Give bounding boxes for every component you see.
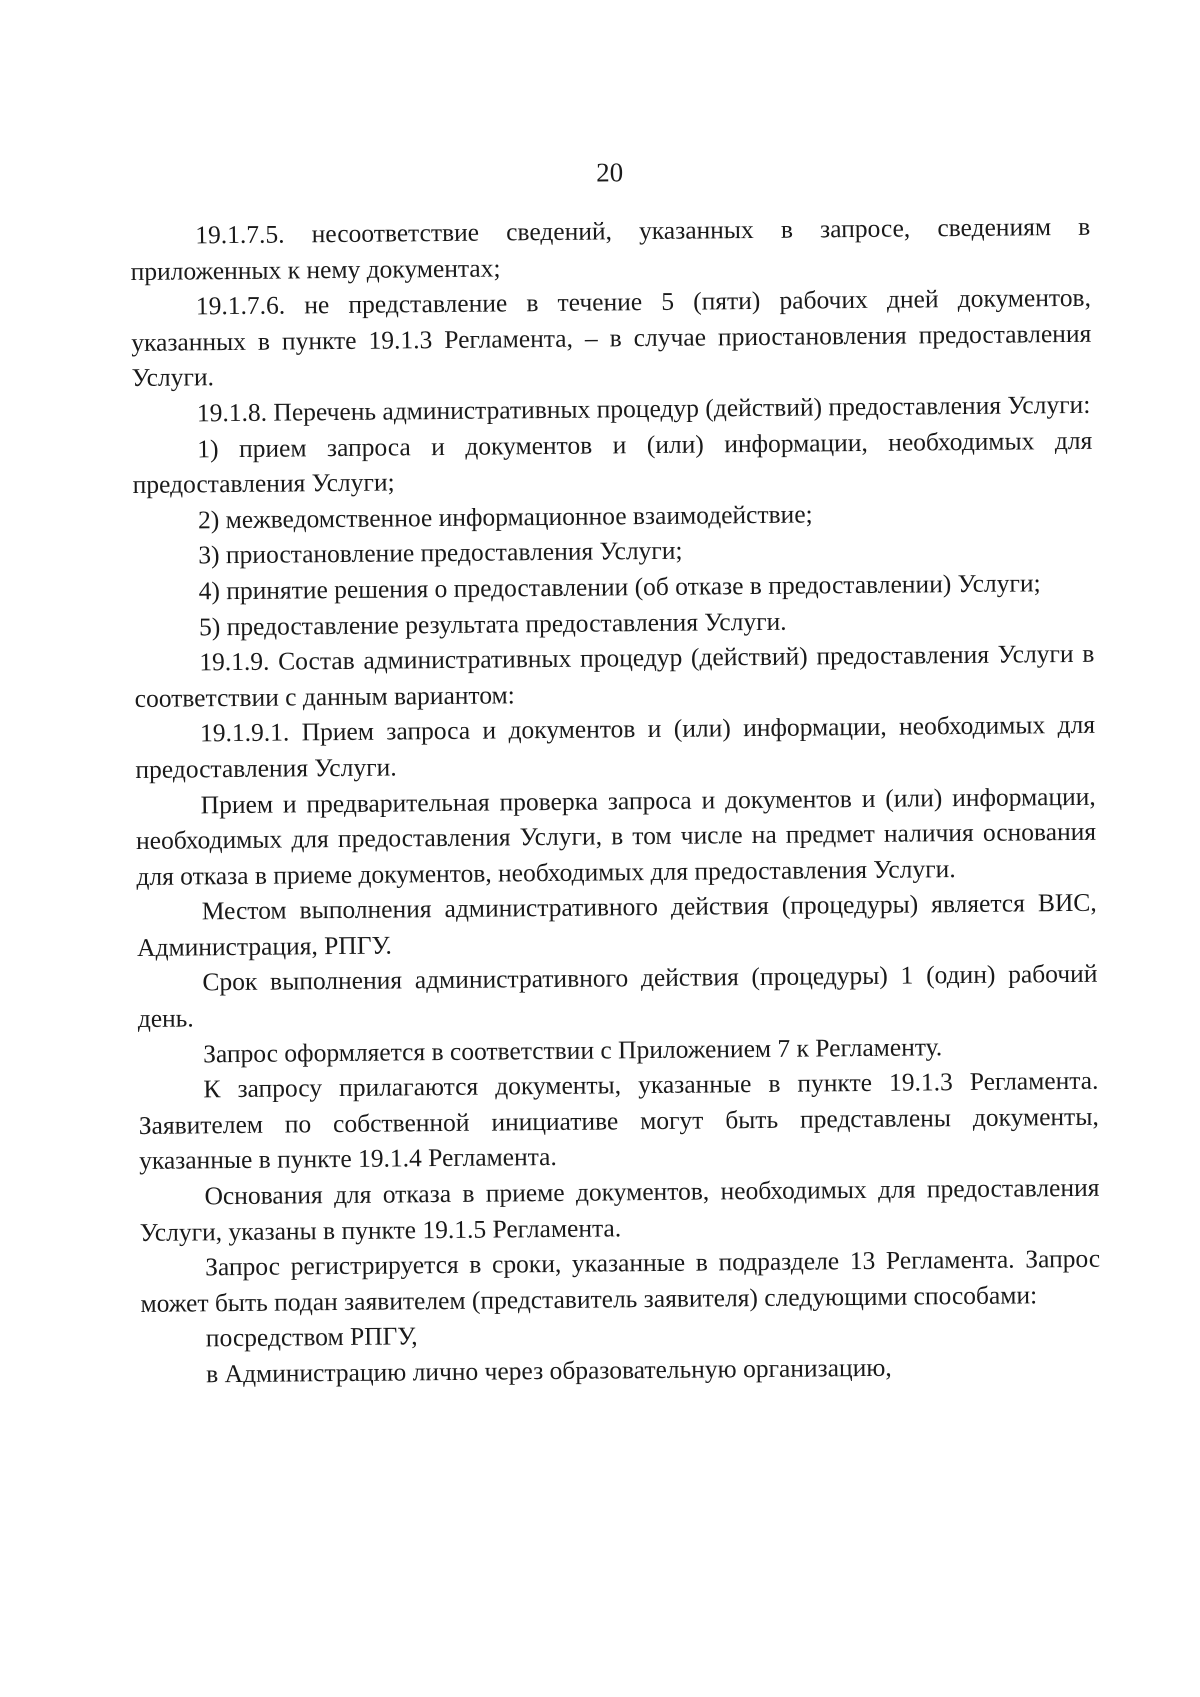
paragraph-attached-documents: К запросу прилагаются документы, указанные в пункте 19.1.3 Регламента. Заявителем по собственной инициативе могут быть представлены документы, указанные в пункте 19.1.4 Регламента. xyxy=(138,1065,1099,1176)
paragraph-19-1-8: 19.1.8. Перечень административных процедур (действий) предоставления Услуги: xyxy=(196,389,1091,428)
paragraph-place-of-execution: Местом выполнения административного действия (процедуры) является ВИС, Администрация, РПГУ. xyxy=(136,888,1097,962)
paragraph-refusal-grounds: Основания для отказа в приеме документов, необходимых для предоставления Услуги, указаны в пункте 19.1.5 Регламента. xyxy=(139,1172,1100,1247)
method-item-administration: в Администрацию лично через образовательную организацию, xyxy=(206,1352,892,1389)
paragraph-request-form: Запрос оформляется в соответствии с Приложением 7 к Регламенту. xyxy=(202,1031,943,1068)
paragraph-19-1-7-5: 19.1.7.5. несоответствие сведений, указанных в запросе, сведениям в приложенных к нему документах; xyxy=(130,211,1091,286)
paragraph-19-1-9-1: 19.1.9.1. Прием запроса и документов и (или) информации, необходимых для предоставления Услуги. xyxy=(135,710,1096,784)
list-item-2: 2) межведомственное информационное взаимодействие; xyxy=(197,499,813,535)
document-body xyxy=(130,209,1101,1393)
paragraph-19-1-7-6: 19.1.7.6. не представление в течение 5 (пяти) рабочих дней документов, указанных в пункте 19.1.3 Регламента, – в случае приостановления предоставления Услуги. xyxy=(131,282,1092,393)
method-item-rpgu: посредством РПГУ, xyxy=(205,1321,418,1353)
paragraph-19-1-9: 19.1.9. Состав административных процедур (действий) предоставления Услуги в соответствии с данным вариантом: xyxy=(134,638,1095,713)
page-number: 20 xyxy=(596,157,624,188)
paragraph-execution-term: Срок выполнения административного действия (процедуры) 1 (один) рабочий день. xyxy=(137,959,1098,1034)
list-item-4: 4) принятие решения о предоставлении (об отказе в предоставлении) Услуги; xyxy=(198,568,1041,606)
paragraph-registration: Запрос регистрируется в сроки, указанные в подразделе 13 Регламента. Запрос может быть подан заявителем (представитель заявителя) следующими способами: xyxy=(140,1243,1101,1318)
list-item-5: 5) предоставление результата предоставления Услуги. xyxy=(198,606,787,641)
paragraph-preliminary-check: Прием и предварительная проверка запроса и документов и (или) информации, необходимых для предоставления Услуги, в том числе на предмет наличия основания для отказа в приеме документов, необходимых для предоставления Услуги. xyxy=(135,781,1097,891)
list-item-3: 3) приостановление предоставления Услуги; xyxy=(198,536,683,570)
list-item-1: 1) прием запроса и документов и (или) информации, необходимых для предоставления Услуги; xyxy=(132,425,1093,500)
